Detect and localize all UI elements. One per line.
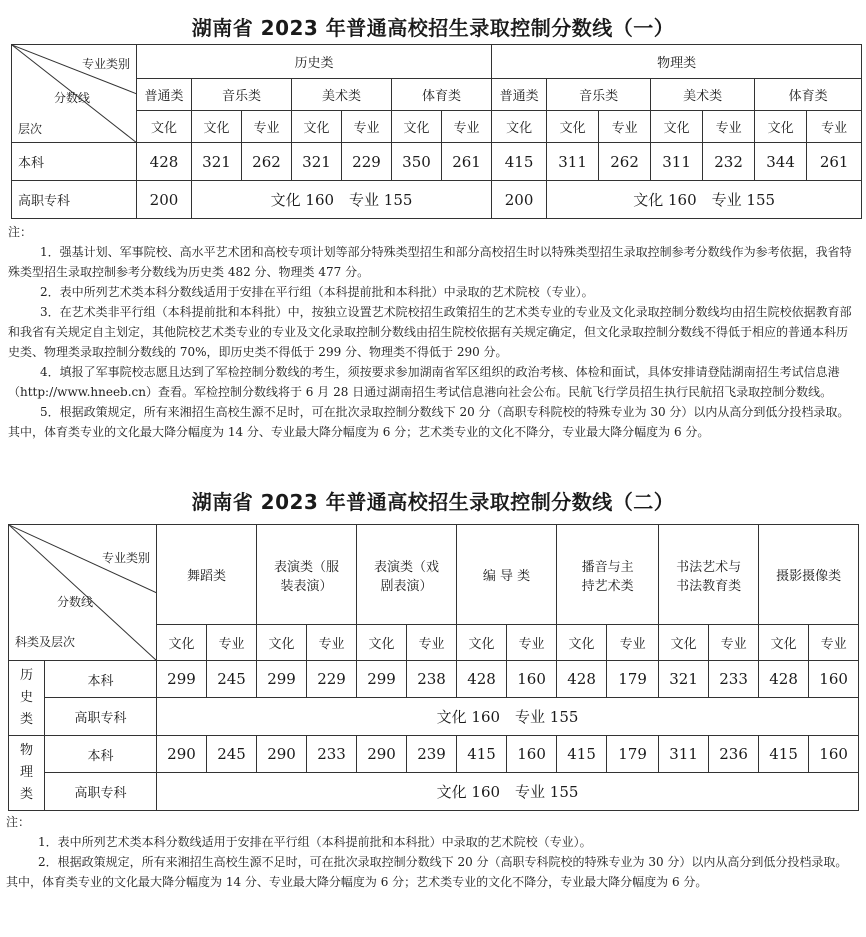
score-cell: 262 xyxy=(242,143,292,181)
col-wenhua: 文化 xyxy=(137,111,192,143)
score-cell: 200 xyxy=(137,181,192,219)
score-cell: 428 xyxy=(137,143,192,181)
score-cell: 415 xyxy=(759,736,809,773)
col-wenhua: 文化 xyxy=(457,625,507,661)
notes-label: 注： xyxy=(8,225,33,239)
col-wenhua: 文化 xyxy=(759,625,809,661)
table1-corner-score: 分数线 xyxy=(54,91,91,105)
col-wenhua: 文化 xyxy=(192,111,242,143)
score-cell: 350 xyxy=(392,143,442,181)
table2-category: 书法艺术与书法教育类 xyxy=(659,525,759,625)
score-cell: 344 xyxy=(755,143,807,181)
col-zhuanye: 专业 xyxy=(599,111,651,143)
score-cell: 245 xyxy=(207,661,257,698)
table1-sub-sport: 体育类 xyxy=(755,79,862,111)
col-wenhua: 文化 xyxy=(257,625,307,661)
table2-corner-level: 科类及层次 xyxy=(15,635,76,649)
score-cell: 290 xyxy=(257,736,307,773)
col-wenhua: 文化 xyxy=(755,111,807,143)
col-wenhua: 文化 xyxy=(357,625,407,661)
table1-row-benke xyxy=(12,143,862,181)
table2-category: 摄影摄像类 xyxy=(759,525,859,625)
col-wenhua: 文化 xyxy=(659,625,709,661)
score-cell: 321 xyxy=(659,661,709,698)
col-zhuanye: 专业 xyxy=(607,625,659,661)
score-cell: 262 xyxy=(599,143,651,181)
score-cell: 233 xyxy=(307,736,357,773)
score-cell: 200 xyxy=(492,181,547,219)
table1-corner-header xyxy=(12,45,137,143)
note-item: 1．强基计划、军事院校、高水平艺术团和高校专项计划等部分特殊类型招生和部分高校招生时以特殊类型招生录取控制参考分数线作为参考依据，我省特殊类型招生录取控制参考分数线为历史类 482 分、物理类 477 分。 xyxy=(8,245,852,279)
merged-score-cell: 文化 160 专业 155 xyxy=(157,773,859,811)
table2-row-physics-benke xyxy=(9,736,859,773)
note-item: 4．填报了军事院校志愿且达到了军检控制分数线的考生，须按要求参加湖南省军区组织的政治考核、体检和面试，具体安排请登陆湖南招生考试信息港（http://www.hneeb.cn）查看。军检控制分数线将于 6 月 28 日通过湖南招生考试信息港向社会公布。民航飞行学员招生执行民航招飞录取控制分数线。 xyxy=(8,365,840,399)
score-cell: 229 xyxy=(307,661,357,698)
score-cell: 179 xyxy=(607,661,659,698)
col-zhuanye: 专业 xyxy=(242,111,292,143)
score-cell: 428 xyxy=(557,661,607,698)
table2-category: 表演类（服装表演） xyxy=(257,525,357,625)
group-label-history xyxy=(9,661,45,736)
table2-category: 播音与主持艺术类 xyxy=(557,525,659,625)
col-wenhua: 文化 xyxy=(492,111,547,143)
row-label: 本科 xyxy=(45,736,157,773)
group-label-text: 历史类 xyxy=(19,668,33,727)
notes-1 xyxy=(8,222,854,442)
score-cell: 428 xyxy=(759,661,809,698)
table2-category: 舞蹈类 xyxy=(157,525,257,625)
score-cell: 238 xyxy=(407,661,457,698)
table1-sub-normal: 普通类 xyxy=(492,79,547,111)
group-label-physics xyxy=(9,736,45,811)
table1-title: 湖南省 2023 年普通高校招生录取控制分数线（一） xyxy=(191,16,675,40)
score-cell: 239 xyxy=(407,736,457,773)
score-cell: 236 xyxy=(709,736,759,773)
table1-row-zhuanke xyxy=(12,181,862,219)
table2-corner-score: 分数线 xyxy=(57,595,94,609)
row-label: 本科 xyxy=(45,661,157,698)
col-zhuanye: 专业 xyxy=(709,625,759,661)
notes-label: 注： xyxy=(6,815,31,829)
score-cell: 311 xyxy=(547,143,599,181)
score-cell: 415 xyxy=(492,143,547,181)
score-cell: 232 xyxy=(703,143,755,181)
score-cell: 160 xyxy=(507,661,557,698)
table1-group-history: 历史类 xyxy=(137,45,492,79)
score-cell: 290 xyxy=(357,736,407,773)
score-cell: 415 xyxy=(557,736,607,773)
row-label: 高职专科 xyxy=(45,773,157,811)
score-cell: 179 xyxy=(607,736,659,773)
note-item: 3．在艺术类非平行组（本科提前批和本科批）中，按独立设置艺术院校招生政策招生的艺术类专业的专业及文化录取控制分数线均由招生院校依据教育部和我省有关规定自主划定，其他院校艺术类专业的专业及文化录取控制分数线由招生院校依据有关规定确定，但文化录取控制分数线不得低于相应的普通本科历史类、物理类录取控制分数线的 70%，即历史类不得低于 299 分、物理类不得低于 290 分。 xyxy=(8,305,852,359)
score-cell: 311 xyxy=(659,736,709,773)
table2-corner-header xyxy=(9,525,157,661)
note-item: 1．表中所列艺术类本科分数线适用于安排在平行组（本科提前批和本科批）中录取的艺术院校（专业）。 xyxy=(38,835,592,849)
score-cell: 160 xyxy=(507,736,557,773)
col-zhuanye: 专业 xyxy=(809,625,859,661)
merged-score-cell: 文化 160 专业 155 xyxy=(157,698,859,736)
table2-row-history-benke xyxy=(9,661,859,698)
score-cell: 299 xyxy=(157,661,207,698)
merged-score-cell: 文化 160 专业 155 xyxy=(547,181,862,219)
table1-sub-music: 音乐类 xyxy=(547,79,651,111)
row-label: 本科 xyxy=(12,143,137,181)
table2-row-physics-zhuanke xyxy=(9,773,859,811)
table2-title: 湖南省 2023 年普通高校招生录取控制分数线（二） xyxy=(191,490,675,514)
col-zhuanye: 专业 xyxy=(807,111,862,143)
score-cell: 261 xyxy=(442,143,492,181)
table1-corner-category: 专业类别 xyxy=(81,57,130,71)
row-label: 高职专科 xyxy=(45,698,157,736)
col-wenhua: 文化 xyxy=(557,625,607,661)
row-label: 高职专科 xyxy=(12,181,137,219)
score-cell: 160 xyxy=(809,661,859,698)
score-table-1 xyxy=(11,44,862,219)
table1-group-physics: 物理类 xyxy=(492,45,862,79)
merged-score-cell: 文化 160 专业 155 xyxy=(192,181,492,219)
table2-corner-category: 专业类别 xyxy=(101,551,150,565)
table1-sub-sport: 体育类 xyxy=(392,79,492,111)
col-zhuanye: 专业 xyxy=(703,111,755,143)
col-zhuanye: 专业 xyxy=(407,625,457,661)
table1-corner-level: 层次 xyxy=(18,122,43,136)
table1-sub-music: 音乐类 xyxy=(192,79,292,111)
table2-row-history-zhuanke xyxy=(9,698,859,736)
score-cell: 229 xyxy=(342,143,392,181)
note-item: 2．表中所列艺术类本科分数线适用于安排在平行组（本科提前批和本科批）中录取的艺术院校（专业）。 xyxy=(40,285,594,299)
col-wenhua: 文化 xyxy=(157,625,207,661)
table2-category: 编 导 类 xyxy=(457,525,557,625)
col-wenhua: 文化 xyxy=(292,111,342,143)
score-cell: 299 xyxy=(357,661,407,698)
col-wenhua: 文化 xyxy=(547,111,599,143)
col-zhuanye: 专业 xyxy=(507,625,557,661)
col-zhuanye: 专业 xyxy=(307,625,357,661)
score-table-2 xyxy=(8,524,859,811)
score-cell: 261 xyxy=(807,143,862,181)
score-cell: 415 xyxy=(457,736,507,773)
col-zhuanye: 专业 xyxy=(342,111,392,143)
score-cell: 321 xyxy=(292,143,342,181)
score-cell: 321 xyxy=(192,143,242,181)
score-cell: 160 xyxy=(809,736,859,773)
table1-sub-normal: 普通类 xyxy=(137,79,192,111)
col-wenhua: 文化 xyxy=(651,111,703,143)
group-label-text: 物理类 xyxy=(19,743,33,802)
table1-sub-art: 美术类 xyxy=(292,79,392,111)
notes-2 xyxy=(6,812,856,892)
table2-category: 表演类（戏剧表演） xyxy=(357,525,457,625)
note-item: 2．根据政策规定，所有来湘招生高校生源不足时，可在批次录取控制分数线下 20 分（高职专科院校的特殊专业为 30 分）以内从高分到低分投档录取。其中，体育类专业的文化最大降分幅度为 14 分、专业最大降分幅度为 6 分；艺术类专业的文化不降分，专业最大降分幅度为 6 分。 xyxy=(6,855,848,889)
col-zhuanye: 专业 xyxy=(442,111,492,143)
score-cell: 245 xyxy=(207,736,257,773)
score-cell: 299 xyxy=(257,661,307,698)
score-cell: 233 xyxy=(709,661,759,698)
score-cell: 428 xyxy=(457,661,507,698)
score-cell: 311 xyxy=(651,143,703,181)
note-item: 5．根据政策规定，所有来湘招生高校生源不足时，可在批次录取控制分数线下 20 分（高职专科院校的特殊专业为 30 分）以内从高分到低分投档录取。其中，体育类专业的文化最大降分幅度为 14 分、专业最大降分幅度为 6 分；艺术类专业的文化不降分，专业最大降分幅度为 6 分。 xyxy=(8,405,850,439)
col-wenhua: 文化 xyxy=(392,111,442,143)
score-cell: 290 xyxy=(157,736,207,773)
col-zhuanye: 专业 xyxy=(207,625,257,661)
table1-sub-art: 美术类 xyxy=(651,79,755,111)
